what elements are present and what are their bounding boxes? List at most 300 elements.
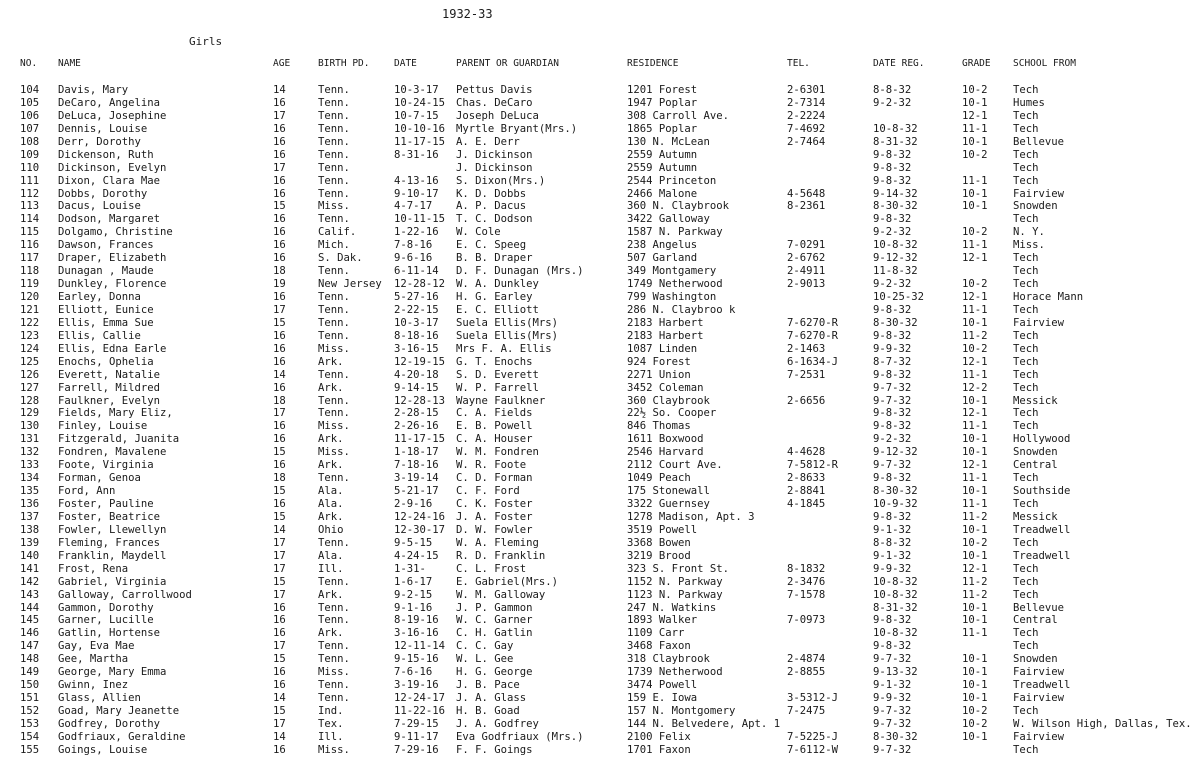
cell-parent: C. L. Frost xyxy=(456,562,527,575)
cell-tel: 4-1845 xyxy=(787,498,826,510)
cell-date-reg: 9-7-32 xyxy=(873,743,912,756)
cell-birth-date: 9-15-16 xyxy=(394,653,439,666)
cell-birth-place: Tenn. xyxy=(318,368,350,381)
cell-school-from: Tech xyxy=(1013,122,1039,135)
cell-residence: 360 N. Claybrook xyxy=(627,200,730,213)
cell-date-reg: 9-8-32 xyxy=(873,368,912,381)
cell-residence: 507 Garland xyxy=(627,252,698,265)
cell-birth-date: 7-18-16 xyxy=(394,459,439,472)
cell-date-reg: 9-1-32 xyxy=(873,549,912,562)
cell-birth-date: 9-6-16 xyxy=(394,252,433,265)
cell-school-from: Central xyxy=(1013,459,1058,472)
cell-grade: 11-1 xyxy=(962,122,988,135)
cell-no: 128 xyxy=(20,394,40,407)
cell-age: 16 xyxy=(273,679,286,692)
cell-parent: W. C. Garner xyxy=(456,614,533,627)
cell-age: 17 xyxy=(273,161,286,174)
cell-birth-place: Tenn. xyxy=(318,653,350,666)
cell-age: 16 xyxy=(273,252,286,265)
cell-no: 145 xyxy=(20,614,40,627)
cell-no: 148 xyxy=(20,653,40,666)
cell-birth-date: 2-22-15 xyxy=(394,303,439,316)
cell-date-reg: 11-8-32 xyxy=(873,265,918,278)
cell-birth-date: 12-24-17 xyxy=(394,692,446,705)
cell-residence: 1701 Faxon xyxy=(627,743,691,756)
cell-name: Fleming, Frances xyxy=(58,536,161,549)
cell-name: Dodson, Margaret xyxy=(58,213,161,226)
cell-birth-place: Tex. xyxy=(318,717,344,730)
cell-school-from: Tech xyxy=(1013,252,1039,265)
cell-date-reg: 9-2-32 xyxy=(873,278,912,291)
table-row xyxy=(0,162,1200,175)
cell-age: 18 xyxy=(273,394,286,407)
cell-birth-date: 9-5-15 xyxy=(394,536,433,549)
cell-grade: 11-1 xyxy=(962,420,988,433)
cell-age: 15 xyxy=(273,510,286,523)
cell-residence: 1087 Linden xyxy=(627,342,698,355)
cell-name: Gee, Martha xyxy=(58,653,129,666)
cell-residence: 286 N. Claybroo k xyxy=(627,303,736,316)
cell-residence: 3452 Coleman xyxy=(627,381,704,394)
cell-parent: C. D. Forman xyxy=(456,472,533,485)
cell-grade: 11-1 xyxy=(962,368,988,381)
cell-parent: W. A. Fleming xyxy=(456,536,539,549)
header-parent: PARENT OR GUARDIAN xyxy=(456,58,559,69)
cell-name: Gammon, Dorothy xyxy=(58,601,154,614)
cell-birth-date: 3-16-16 xyxy=(394,627,439,640)
cell-date-reg: 9-8-32 xyxy=(873,174,912,187)
cell-school-from: Tech xyxy=(1013,265,1039,278)
table-row xyxy=(0,459,1200,472)
cell-name: Everett, Natalie xyxy=(58,368,161,381)
cell-school-from: W. Wilson High, Dallas, Tex. xyxy=(1013,717,1192,730)
header-birth-date: DATE xyxy=(394,58,417,69)
table-row xyxy=(0,200,1200,213)
cell-grade: 10-2 xyxy=(962,717,988,730)
cell-school-from: Tech xyxy=(1013,640,1039,653)
cell-grade: 11-2 xyxy=(962,510,988,523)
cell-name: Foster, Beatrice xyxy=(58,510,161,523)
cell-age: 18 xyxy=(273,265,286,278)
cell-age: 16 xyxy=(273,148,286,161)
cell-residence: 349 Montgamery xyxy=(627,265,717,278)
cell-residence: 22½ So. Cooper xyxy=(627,407,717,420)
table-row xyxy=(0,395,1200,408)
header-birth-place: BIRTH PD. xyxy=(318,58,370,69)
cell-birth-place: Tenn. xyxy=(318,316,350,329)
cell-grade: 10-1 xyxy=(962,601,988,614)
cell-name: Dickinson, Evelyn xyxy=(58,161,167,174)
header-school-from: SCHOOL FROM xyxy=(1013,58,1076,69)
cell-school-from: Humes xyxy=(1013,96,1045,109)
header-grade: GRADE xyxy=(962,58,991,69)
cell-no: 137 xyxy=(20,510,40,523)
cell-no: 126 xyxy=(20,368,40,381)
cell-grade: 10-1 xyxy=(962,653,988,666)
cell-grade: 10-1 xyxy=(962,549,988,562)
cell-tel: 2-1463 xyxy=(787,342,826,355)
cell-no: 130 xyxy=(20,420,40,433)
cell-birth-place: Miss. xyxy=(318,743,350,756)
cell-school-from: Tech xyxy=(1013,705,1039,717)
cell-residence: 3322 Guernsey xyxy=(627,498,710,510)
cell-school-from: Fairview xyxy=(1013,692,1065,705)
cell-birth-date: 8-18-16 xyxy=(394,329,439,342)
cell-grade: 12-1 xyxy=(962,291,988,303)
cell-school-from: Tech xyxy=(1013,148,1039,161)
cell-school-from: Tech xyxy=(1013,109,1039,122)
cell-date-reg: 9-14-32 xyxy=(873,187,918,200)
cell-tel: 7-6112-W xyxy=(787,743,839,756)
table-row xyxy=(0,627,1200,640)
cell-birth-date: 7-8-16 xyxy=(394,239,433,252)
cell-school-from: Treadwell xyxy=(1013,679,1071,692)
cell-age: 16 xyxy=(273,342,286,355)
cell-birth-date: 5-21-17 xyxy=(394,485,439,498)
table-row xyxy=(0,718,1200,731)
cell-age: 15 xyxy=(273,705,286,717)
cell-school-from: Tech xyxy=(1013,498,1039,510)
cell-tel: 7-5225-J xyxy=(787,730,839,743)
cell-no: 139 xyxy=(20,536,40,549)
cell-tel: 2-8633 xyxy=(787,472,826,485)
column-headers xyxy=(0,58,1200,72)
cell-birth-place: Tenn. xyxy=(318,161,350,174)
cell-residence: 799 Washington xyxy=(627,291,717,303)
cell-birth-date: 4-20-18 xyxy=(394,368,439,381)
cell-name: Dennis, Louise xyxy=(58,122,148,135)
cell-parent: Suela Ellis(Mrs) xyxy=(456,329,559,342)
cell-age: 17 xyxy=(273,407,286,420)
cell-date-reg: 9-12-32 xyxy=(873,446,918,459)
cell-parent: S. Dixon(Mrs.) xyxy=(456,174,546,187)
cell-name: Fields, Mary Eliz, xyxy=(58,407,173,420)
cell-school-from: Messick xyxy=(1013,510,1058,523)
cell-grade: 12-1 xyxy=(962,459,988,472)
cell-name: Galloway, Carrollwood xyxy=(58,588,192,601)
cell-no: 108 xyxy=(20,135,40,148)
cell-name: Derr, Dorothy xyxy=(58,135,141,148)
cell-residence: 318 Claybrook xyxy=(627,653,710,666)
cell-age: 16 xyxy=(273,239,286,252)
cell-date-reg: 9-8-32 xyxy=(873,420,912,433)
cell-parent: C. A. Houser xyxy=(456,433,533,446)
cell-no: 107 xyxy=(20,122,40,135)
cell-school-from: Central xyxy=(1013,614,1058,627)
cell-no: 142 xyxy=(20,575,40,588)
table-row xyxy=(0,226,1200,239)
cell-birth-place: Tenn. xyxy=(318,187,350,200)
cell-name: Finley, Louise xyxy=(58,420,148,433)
cell-school-from: Fairview xyxy=(1013,730,1065,743)
cell-birth-date: 1-6-17 xyxy=(394,575,433,588)
cell-date-reg: 8-31-32 xyxy=(873,135,918,148)
cell-birth-place: Tenn. xyxy=(318,614,350,627)
cell-name: Godfriaux, Geraldine xyxy=(58,730,186,743)
table-row xyxy=(0,291,1200,304)
cell-birth-place: Tenn. xyxy=(318,575,350,588)
cell-no: 143 xyxy=(20,588,40,601)
table-row xyxy=(0,420,1200,433)
cell-birth-date: 2-28-15 xyxy=(394,407,439,420)
cell-grade: 10-1 xyxy=(962,485,988,498)
cell-parent: W. Cole xyxy=(456,226,501,239)
cell-birth-place: Mich. xyxy=(318,239,350,252)
cell-residence: 1611 Boxwood xyxy=(627,433,704,446)
cell-age: 17 xyxy=(273,549,286,562)
cell-no: 123 xyxy=(20,329,40,342)
cell-parent: Suela Ellis(Mrs) xyxy=(456,316,559,329)
cell-birth-date: 12-19-15 xyxy=(394,355,446,368)
table-row xyxy=(0,550,1200,563)
cell-parent: G. T. Enochs xyxy=(456,355,533,368)
cell-parent: Wayne Faulkner xyxy=(456,394,546,407)
cell-date-reg: 9-8-32 xyxy=(873,510,912,523)
cell-name: Gwinn, Inez xyxy=(58,679,129,692)
cell-date-reg: 9-7-32 xyxy=(873,459,912,472)
cell-date-reg: 8-31-32 xyxy=(873,601,918,614)
cell-school-from: Tech xyxy=(1013,368,1039,381)
cell-age: 16 xyxy=(273,666,286,679)
cell-date-reg: 9-8-32 xyxy=(873,614,912,627)
cell-birth-place: Tenn. xyxy=(318,394,350,407)
cell-birth-place: Ark. xyxy=(318,433,344,446)
cell-tel: 2-2224 xyxy=(787,109,826,122)
table-row xyxy=(0,485,1200,498)
cell-age: 16 xyxy=(273,122,286,135)
cell-tel: 2-4874 xyxy=(787,653,826,666)
cell-age: 14 xyxy=(273,692,286,705)
table-row xyxy=(0,640,1200,653)
cell-parent: H. G. Earley xyxy=(456,291,533,303)
cell-birth-place: Ala. xyxy=(318,498,344,510)
cell-parent: J. A. Foster xyxy=(456,510,533,523)
cell-date-reg: 9-8-32 xyxy=(873,303,912,316)
table-row xyxy=(0,692,1200,705)
cell-name: Fitzgerald, Juanita xyxy=(58,433,180,446)
cell-residence: 2544 Princeton xyxy=(627,174,717,187)
cell-date-reg: 8-8-32 xyxy=(873,536,912,549)
cell-no: 110 xyxy=(20,161,40,174)
cell-birth-place: Tenn. xyxy=(318,84,350,96)
cell-age: 16 xyxy=(273,614,286,627)
cell-birth-date: 2-9-16 xyxy=(394,498,433,510)
cell-tel: 4-5648 xyxy=(787,187,826,200)
cell-birth-place: Tenn. xyxy=(318,135,350,148)
cell-birth-place: Ark. xyxy=(318,381,344,394)
cell-date-reg: 9-2-32 xyxy=(873,433,912,446)
cell-birth-date: 10-11-15 xyxy=(394,213,446,226)
cell-date-reg: 9-7-32 xyxy=(873,717,912,730)
cell-parent: S. D. Everett xyxy=(456,368,539,381)
cell-name: Forman, Genoa xyxy=(58,472,141,485)
cell-parent: A. P. Dacus xyxy=(456,200,527,213)
cell-school-from: Snowden xyxy=(1013,200,1058,213)
cell-age: 16 xyxy=(273,381,286,394)
cell-age: 19 xyxy=(273,278,286,291)
cell-residence: 1947 Poplar xyxy=(627,96,698,109)
table-row xyxy=(0,602,1200,615)
cell-grade: 10-2 xyxy=(962,84,988,96)
cell-school-from: Tech xyxy=(1013,562,1039,575)
cell-birth-date: 9-11-17 xyxy=(394,730,439,743)
cell-no: 114 xyxy=(20,213,40,226)
cell-tel: 7-2531 xyxy=(787,368,826,381)
cell-no: 125 xyxy=(20,355,40,368)
cell-parent: W. R. Foote xyxy=(456,459,527,472)
cell-parent: Myrtle Bryant(Mrs.) xyxy=(456,122,578,135)
table-row xyxy=(0,653,1200,666)
cell-birth-place: Miss. xyxy=(318,342,350,355)
cell-grade: 11-1 xyxy=(962,174,988,187)
cell-age: 16 xyxy=(273,135,286,148)
cell-parent: Pettus Davis xyxy=(456,84,533,96)
cell-name: Frost, Rena xyxy=(58,562,129,575)
cell-grade: 10-1 xyxy=(962,666,988,679)
cell-tel: 2-7464 xyxy=(787,135,826,148)
cell-residence: 144 N. Belvedere, Apt. 1 xyxy=(627,717,781,730)
cell-tel: 2-3476 xyxy=(787,575,826,588)
cell-birth-date: 4-24-15 xyxy=(394,549,439,562)
cell-grade: 10-1 xyxy=(962,135,988,148)
cell-no: 138 xyxy=(20,523,40,536)
cell-birth-date: 9-10-17 xyxy=(394,187,439,200)
cell-no: 109 xyxy=(20,148,40,161)
table-row xyxy=(0,744,1200,757)
cell-grade: 11-1 xyxy=(962,239,988,252)
cell-no: 152 xyxy=(20,705,40,717)
cell-grade: 10-2 xyxy=(962,342,988,355)
cell-name: Ellis, Emma Sue xyxy=(58,316,154,329)
cell-name: Gabriel, Virginia xyxy=(58,575,167,588)
cell-date-reg: 10-8-32 xyxy=(873,239,918,252)
cell-birth-date: 3-19-14 xyxy=(394,472,439,485)
cell-age: 16 xyxy=(273,291,286,303)
cell-birth-place: Tenn. xyxy=(318,329,350,342)
cell-grade: 10-1 xyxy=(962,200,988,213)
cell-date-reg: 8-8-32 xyxy=(873,84,912,96)
cell-school-from: Tech xyxy=(1013,743,1039,756)
cell-tel: 2-6301 xyxy=(787,84,826,96)
cell-birth-date: 4-7-17 xyxy=(394,200,433,213)
cell-no: 147 xyxy=(20,640,40,653)
cell-no: 106 xyxy=(20,109,40,122)
cell-no: 132 xyxy=(20,446,40,459)
cell-school-from: Snowden xyxy=(1013,446,1058,459)
cell-grade: 12-2 xyxy=(962,381,988,394)
cell-grade: 11-1 xyxy=(962,472,988,485)
cell-residence: 157 N. Montgomery xyxy=(627,705,736,717)
cell-date-reg: 10-8-32 xyxy=(873,588,918,601)
cell-no: 140 xyxy=(20,549,40,562)
cell-date-reg: 9-8-32 xyxy=(873,148,912,161)
table-row xyxy=(0,576,1200,589)
cell-tel: 2-9013 xyxy=(787,278,826,291)
cell-grade: 10-2 xyxy=(962,705,988,717)
cell-date-reg: 9-9-32 xyxy=(873,562,912,575)
cell-age: 14 xyxy=(273,523,286,536)
cell-no: 122 xyxy=(20,316,40,329)
cell-age: 15 xyxy=(273,575,286,588)
table-row xyxy=(0,563,1200,576)
cell-birth-date: 10-7-15 xyxy=(394,109,439,122)
table-row xyxy=(0,614,1200,627)
cell-residence: 2183 Harbert xyxy=(627,316,704,329)
cell-birth-place: Tenn. xyxy=(318,601,350,614)
cell-name: Gay, Eva Mae xyxy=(58,640,135,653)
cell-grade: 10-1 xyxy=(962,523,988,536)
table-row xyxy=(0,705,1200,718)
cell-residence: 3519 Powell xyxy=(627,523,698,536)
cell-birth-place: Tenn. xyxy=(318,148,350,161)
cell-residence: 238 Angelus xyxy=(627,239,698,252)
cell-birth-place: S. Dak. xyxy=(318,252,363,265)
cell-date-reg: 10-8-32 xyxy=(873,627,918,640)
cell-date-reg: 9-8-32 xyxy=(873,329,912,342)
cell-grade: 10-2 xyxy=(962,536,988,549)
cell-name: DeCaro, Angelina xyxy=(58,96,161,109)
cell-birth-date: 12-28-12 xyxy=(394,278,446,291)
cell-age: 16 xyxy=(273,329,286,342)
cell-residence: 3474 Powell xyxy=(627,679,698,692)
cell-name: Franklin, Maydell xyxy=(58,549,167,562)
header-name: NAME xyxy=(58,58,81,69)
table-row xyxy=(0,123,1200,136)
table-row xyxy=(0,278,1200,291)
cell-age: 15 xyxy=(273,446,286,459)
cell-birth-place: Tenn. xyxy=(318,536,350,549)
cell-tel: 2-4911 xyxy=(787,265,826,278)
cell-age: 14 xyxy=(273,84,286,96)
table-row xyxy=(0,317,1200,330)
cell-birth-date: 6-11-14 xyxy=(394,265,439,278)
cell-no: 116 xyxy=(20,239,40,252)
cell-birth-place: Tenn. xyxy=(318,265,350,278)
table-row xyxy=(0,213,1200,226)
table-row xyxy=(0,524,1200,537)
table-row xyxy=(0,589,1200,602)
cell-birth-date: 12-11-14 xyxy=(394,640,446,653)
cell-date-reg: 9-9-32 xyxy=(873,692,912,705)
cell-date-reg: 9-1-32 xyxy=(873,679,912,692)
cell-birth-place: Ill. xyxy=(318,562,344,575)
cell-school-from: Tech xyxy=(1013,536,1039,549)
cell-parent: D. W. Fowler xyxy=(456,523,533,536)
cell-birth-place: Ill. xyxy=(318,730,344,743)
cell-name: Dobbs, Dorothy xyxy=(58,187,148,200)
cell-age: 16 xyxy=(273,743,286,756)
cell-date-reg: 9-7-32 xyxy=(873,653,912,666)
cell-no: 120 xyxy=(20,291,40,303)
cell-grade: 11-2 xyxy=(962,588,988,601)
cell-parent: W. M. Fondren xyxy=(456,446,539,459)
cell-school-from: Tech xyxy=(1013,84,1039,96)
cell-name: Goings, Louise xyxy=(58,743,148,756)
cell-date-reg: 9-12-32 xyxy=(873,252,918,265)
cell-age: 16 xyxy=(273,96,286,109)
table-row xyxy=(0,343,1200,356)
cell-birth-date: 3-16-15 xyxy=(394,342,439,355)
cell-birth-place: Miss. xyxy=(318,200,350,213)
cell-school-from: Tech xyxy=(1013,213,1039,226)
cell-birth-place: Tenn. xyxy=(318,692,350,705)
table-row xyxy=(0,731,1200,744)
cell-tel: 2-6656 xyxy=(787,394,826,407)
cell-age: 16 xyxy=(273,213,286,226)
cell-residence: 2559 Autumn xyxy=(627,148,698,161)
cell-residence: 1109 Carr xyxy=(627,627,685,640)
cell-school-from: Tech xyxy=(1013,342,1039,355)
